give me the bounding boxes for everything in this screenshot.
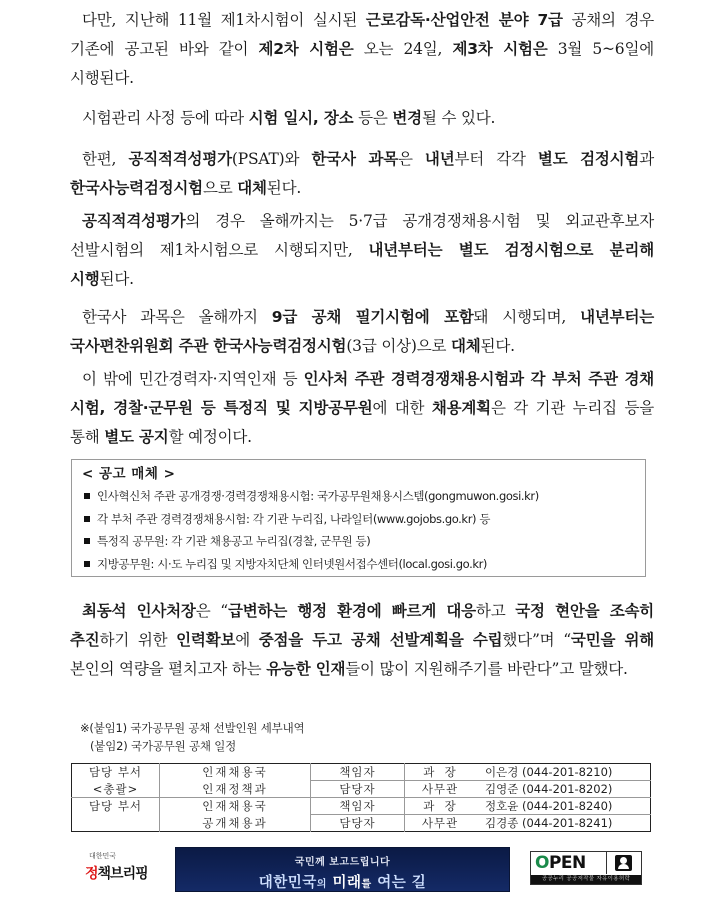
- contact-role: 책임자: [311, 798, 405, 815]
- contact-person: 김경종 (044-201-8241): [475, 815, 651, 832]
- contact-person: 정호윤 (044-201-8240): [475, 798, 651, 815]
- paragraph-other-recruitment: 이 밖에 민간경력자·지역인재 등 인사처 주관 경력경쟁채용시험과 각 부처 주관 경채 시험, 경찰·군무원 등 특정직 및 지방공무원에 대한 채용계획은 각 기관 누리집 등을 통해 별도 공지할 예정이다.: [70, 370, 655, 446]
- dept-label: 담당 부서: [88, 765, 143, 780]
- media-item: 인사혁신처 주관 공개경쟁·경력경쟁채용시험: 국가공무원채용시스템(gongmuwon.gosi.kr): [82, 485, 645, 508]
- contact-role: 담당자: [311, 815, 405, 832]
- table-row: [72, 815, 651, 832]
- office-name: 인재정책과: [160, 781, 311, 798]
- attribution-person-icon: [615, 855, 632, 871]
- dept-label: <총괄>: [92, 781, 139, 796]
- contact-title: 사무관: [405, 781, 476, 798]
- contact-role: 담당자: [311, 781, 405, 798]
- announcement-media-box: [71, 459, 646, 577]
- campaign-banner: 국민께 보고드립니다 대한민국의 미래를 여는 길: [175, 847, 510, 892]
- media-item: 각 부처 주관 경력경쟁채용시험: 각 기관 누리집, 나라일터(www.gojobs.go.kr) 등: [82, 508, 645, 531]
- contact-person: 이은경 (044-201-8210): [485, 765, 613, 779]
- attachment-item: ※(붙임1) 국가공무원 공채 선발인원 세부내역: [80, 721, 305, 735]
- office-name: 공개채용과: [160, 815, 311, 832]
- office-name: 인재채용국: [160, 798, 311, 815]
- media-item: 특정직 공무원: 각 기관 채용공고 누리집(경찰, 군무원 등): [82, 530, 645, 553]
- square-bullet-icon: [84, 538, 90, 544]
- paragraph-korean-history-details: 한국사 과목은 올해까지 9급 공채 필기시험에 포함돼 시행되며, 내년부터는 국사편찬위원회 주관 한국사능력검정시험(3급 이상)으로 대체된다.: [70, 308, 654, 355]
- office-name: 인재채용국: [160, 764, 311, 781]
- contact-title: 과 장: [405, 764, 476, 781]
- table-row: [72, 798, 651, 815]
- divider: [606, 852, 607, 874]
- paragraph-psat-history-replacement: 한편, 공직적격성평가(PSAT)와 한국사 과목은 내년부터 각각 별도 검정시험과 한국사능력검정시험으로 대체된다.: [70, 150, 654, 197]
- media-box-title: < 공고 매체 >: [82, 466, 176, 482]
- square-bullet-icon: [84, 561, 90, 567]
- paragraph-psat-details: 공직적격성평가의 경우 올해까지는 5·7급 공개경쟁채용시험 및 외교관후보자 선발시험의 제1차시험으로 시행되지만, 내년부터는 별도 검정시험으로 분리해 시행된다.: [70, 212, 654, 288]
- policy-briefing-logo: 대한민국 정책브리핑: [85, 852, 148, 882]
- square-bullet-icon: [84, 493, 90, 499]
- kogl-open-license-logo: OPEN 공공누리 공공저작물 자유이용허락: [530, 851, 642, 885]
- paragraph-minister-quote: 최동석 인사처장은 “급변하는 행정 환경에 빠르게 대응하고 국정 현안을 조속히 추진하기 위한 인력확보에 중점을 두고 공채 선발계획을 수립했다”며 “국민을 위해 본인의 역량을 펼치고자 하는 유능한 인재들이 많이 지원해주기를 바란다”고 말했다.: [70, 602, 655, 678]
- paragraph-exam-change-notice: 시험관리 사정 등에 따라 시험 일시, 장소 등은 변경될 수 있다.: [82, 109, 496, 127]
- contact-title: 사무관: [405, 815, 476, 832]
- dept-label: 담당 부서: [72, 798, 160, 815]
- table-row: [72, 764, 651, 781]
- dept-label: [72, 815, 160, 832]
- media-item: 지방공무원: 시·도 누리집 및 지방자치단체 인터넷원서접수센터(local.gosi.go.kr): [82, 553, 645, 576]
- attachment-item: (붙임2) 국가공무원 공채 일정: [90, 739, 237, 753]
- square-bullet-icon: [84, 516, 90, 522]
- contact-person: 김영준 (044-201-8202): [475, 781, 651, 798]
- paragraph-exam-schedule: 다만, 지난해 11월 제1차시험이 실시된 근로감독·산업안전 분야 7급 공채의 경우 기존에 공고된 바와 같이 제2차 시험은 오는 24일, 제3차 시험은 3월 5~6일에 시행된다.: [70, 11, 655, 87]
- table-row: [72, 781, 651, 798]
- footer: [0, 845, 720, 895]
- contacts-table: [71, 763, 651, 832]
- attachments-list: [80, 719, 304, 755]
- contact-title: 과 장: [405, 798, 476, 815]
- contact-role: 책임자: [311, 764, 405, 781]
